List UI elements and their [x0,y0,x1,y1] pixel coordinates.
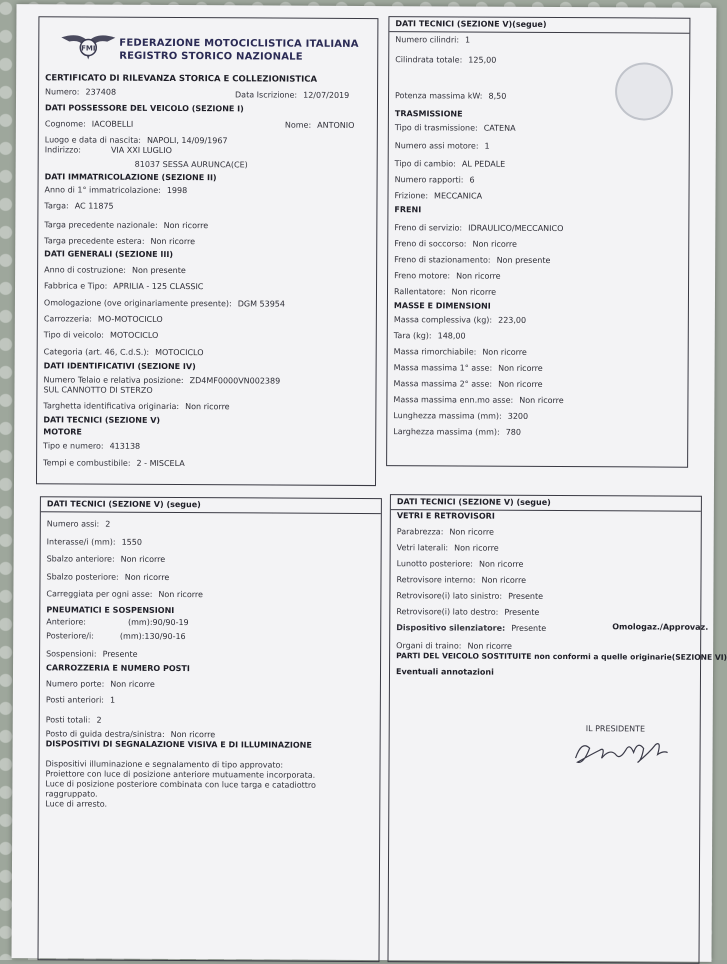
field-retrovisore-destro: Retrovisore(i) lato destro: Presente [396,607,540,617]
svg-text:FMI: FMI [81,44,96,53]
registry-name: REGISTRO STORICO NAZIONALE [119,50,303,63]
president-signature [571,734,671,771]
field-posti-anteriori: Posti anteriori: 1 [45,695,116,705]
dispositivi-line-5: Luce di arresto. [45,799,108,809]
field-rapporti: Numero rapporti: 6 [394,175,475,185]
field-targa-estera: Targa precedente estera: Non ricorre [44,236,196,247]
field-interasse: Interasse/i (mm): 1550 [46,537,142,547]
field-sospensioni: Sospensioni: Presente [46,649,138,659]
field-tara: Tara (kg): 148,00 [393,331,466,341]
field-potenza: Potenza massima kW: 8,50 [395,91,507,101]
field-sbalzo-posteriore: Sbalzo posteriore: Non ricorre [46,572,170,582]
masse-title: MASSE E DIMENSIONI [393,301,491,311]
dispositivi-line-4: raggruppato. [45,789,98,799]
trasmissione-title: TRASMISSIONE [394,109,463,119]
section5c-title: DATI TECNICI (SEZIONE V) (segue) [46,499,201,510]
field-targa: Targa: AC 11875 [44,201,114,211]
panel-technical-data-axles [37,496,381,962]
field-pneumatico-anteriore: Anteriore: (mm):90/90-19 [46,617,189,628]
section5d-title: DATI TECNICI (SEZIONE V) (segue) [396,497,551,507]
panel-technical-data-cont [386,16,690,468]
section4-title: DATI IDENTIFICATIVI (SEZIONE IV) [43,361,196,372]
section2-title: DATI IMMATRICOLAZIONE (SEZIONE II) [44,172,217,183]
dispositivi-line-1: Dispositivi illuminazione e segnalamento di tipo approvato: [45,759,284,770]
field-carrozzeria: Carrozzeria: MO-MOTOCICLO [43,314,163,324]
presidente-label: IL PRESIDENTE [585,724,646,734]
field-massa-asse1: Massa massima 1° asse: Non ricorre [393,363,543,373]
field-massa-complessiva: Massa complessiva (kg): 223,00 [393,315,527,325]
field-tipo-trasmissione: Tipo di trasmissione: CATENA [394,123,516,133]
field-cambio: Tipo di cambio: AL PEDALE [394,159,506,169]
section5b-title: DATI TECNICI (SEZIONE V)(segue) [395,19,547,29]
section5-title: DATI TECNICI (SEZIONE V) [43,415,161,425]
carrozzeria-posti-title: CARROZZERIA E NUMERO POSTI [46,663,190,674]
motore-title: MOTORE [43,427,82,437]
certificate-document [12,4,727,962]
field-frizione: Frizione: MECCANICA [394,191,483,201]
field-massa-rimorchiabile: Massa rimorchiabile: Non ricorre [393,347,527,357]
field-retrovisore-sinistro: Retrovisore(i) lato sinistro: Presente [396,591,544,601]
field-parabrezza: Parabrezza: Non ricorre [396,527,494,537]
field-categoria: Categoria (art. 46, C.d.S.): MOTOCICLO [43,347,204,358]
field-freno-soccorso: Freno di soccorso: Non ricorre [394,239,517,249]
omologazione-label: Omologaz./Approvaz. [612,622,709,632]
dispositivi-line-2: Proiettore con luce di posizione anteriore mutuamente incorporata. [45,769,316,780]
field-silenziatore: Dispositivo silenziatore: Presente [396,623,547,633]
field-lunghezza: Lunghezza massima (mm): 3200 [393,411,529,421]
field-omologazione: Omologazione (ove originariamente presente): DGM 53954 [43,298,286,309]
dispositivi-title: DISPOSITIVI DI SEGNALAZIONE VISIVA E DI ILLUMINAZIONE [45,739,312,750]
field-data-iscrizione: Data Iscrizione: 12/07/2019 [235,90,350,100]
field-cilindri: Numero cilindri: 1 [395,35,471,45]
field-numero-assi: Numero assi: 2 [46,519,111,529]
section3-title: DATI GENERALI (SEZIONE III) [44,249,174,259]
field-cilindrata: Cilindrata totale: 125,00 [395,55,497,65]
field-anno-costruzione: Anno di costruzione: Non presente [44,265,186,276]
field-numero: Numero: 237408 [45,87,117,97]
annotazioni-label: Eventuali annotazioni [395,667,494,677]
field-organi-traino: Organi di traino: Non ricorre [396,641,512,651]
field-tipo-veicolo: Tipo di veicolo: MOTOCICLO [43,330,159,340]
section1-title: DATI POSSESSORE DEL VEICOLO (SEZIONE I) [44,103,244,114]
fmi-winged-logo [59,29,117,65]
field-telaio: Numero Telaio e relativa posizione: ZD4MF0000VN002389 [43,375,281,386]
field-targa-nazionale: Targa precedente nazionale: Non ricorre [44,220,209,231]
section6-title: PARTI DEL VEICOLO SOSTITUITE non conformi a quelle originarie(SEZIONE VI) [396,651,727,662]
field-tempi-combustibile: Tempi e combustibile: 2 - MISCELA [43,458,185,469]
field-freno-servizio: Freno di servizio: IDRAULICO/MECCANICO [394,223,564,234]
field-indirizzo-cap: 81037 SESSA AURUNCA(CE) [134,159,248,170]
field-posti-totali: Posti totali: 2 [45,715,102,725]
field-assi-motore: Numero assi motore: 1 [394,141,490,151]
freni-title: FRENI [394,205,422,215]
field-nascita: Luogo e data di nascita: NAPOLI, 14/09/1967 [44,135,228,146]
field-posto-guida: Posto di guida destra/sinistra: Non ricorre [45,729,216,740]
field-targhetta: Targhetta identificativa originaria: Non ricorre [43,401,230,412]
field-sbalzo-anteriore: Sbalzo anteriore: Non ricorre [46,554,166,564]
dispositivi-line-3: Luce di posizione posteriore combinata con luce targa e catadiottro [45,779,316,790]
field-retrovisore-interno: Retrovisore interno: Non ricorre [396,575,527,585]
field-massa-asse2: Massa massima 2° asse: Non ricorre [393,379,543,389]
field-rallentatore: Rallentatore: Non ricorre [393,287,497,297]
field-nome: Nome: ANTONIO [284,120,355,130]
field-numero-porte: Numero porte: Non ricorre [45,679,155,689]
field-vetri-laterali: Vetri laterali: Non ricorre [396,543,499,553]
field-fabbrica: Fabbrica e Tipo: APRILIA - 125 CLASSIC [44,281,204,292]
field-tipo-numero: Tipo e numero: 413138 [43,441,141,451]
field-cognome: Cognome: IACOBELLI [44,119,134,129]
panel-glass-mirrors [387,494,727,964]
field-larghezza: Larghezza massima (mm): 780 [393,427,522,437]
field-anno-immatricolazione: Anno di 1° immatricolazione: 1998 [44,185,188,196]
org-name: FEDERAZIONE MOTOCICLISTICA ITALIANA [119,37,359,50]
field-pneumatico-posteriore: Posteriore/i: (mm):130/90-16 [46,631,186,642]
field-indirizzo: Indirizzo: VIA XXI LUGLIO [44,145,172,155]
field-freno-stazionamento: Freno di stazionamento: Non presente [394,255,551,265]
field-telaio-posizione: SUL CANNOTTO DI STERZO [43,385,153,395]
panel-owner-and-general-data [36,16,378,486]
certificate-title: CERTIFICATO DI RILEVANZA STORICA E COLLEZIONISTICA [45,73,318,85]
vetri-title: VETRI E RETROVISORI [396,511,495,521]
field-carreggiata: Carreggiata per ogni asse: Non ricorre [46,589,203,600]
field-massa-assenn: Massa massima enn.mo asse: Non ricorre [393,395,564,406]
field-lunotto: Lunotto posteriore: Non ricorre [396,559,524,569]
field-freno-motore: Freno motore: Non ricorre [394,271,501,281]
pneumatici-title: PNEUMATICI E SOSPENSIONI [46,605,175,616]
